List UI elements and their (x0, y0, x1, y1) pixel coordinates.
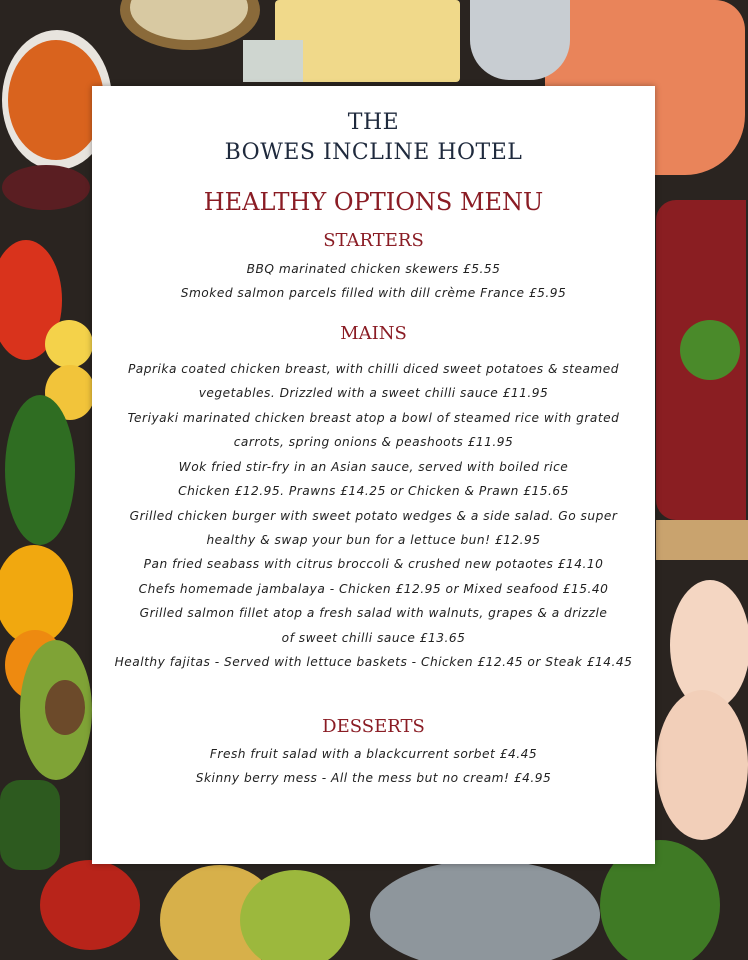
cherry-tomatoes-image (40, 860, 140, 950)
desserts-heading: DESSERTS (322, 716, 425, 737)
main-item-line: carrots, spring onions & peashoots £11.95 (233, 435, 514, 449)
main-item-line: Grilled salmon fillet atop a fresh salad with walnuts, grapes & a drizzle (139, 606, 608, 620)
beans-image (2, 165, 90, 210)
dessert-item: Fresh fruit salad with a blackcurrent sorbet £4.45 (209, 747, 538, 761)
fish-image (370, 860, 600, 960)
hotel-name-line2: BOWES INCLINE HOTEL (224, 140, 523, 165)
cutting-board-image (656, 520, 748, 560)
menu-title: HEALTHY OPTIONS MENU (203, 188, 544, 216)
main-item-line: Healthy fajitas - Served with lettuce baskets - Chicken £12.45 or Steak £14.45 (114, 655, 633, 669)
main-item-line: healthy & swap your bun for a lettuce bun! £12.95 (206, 533, 541, 547)
avocado-half-image (240, 870, 350, 960)
starters-heading: STARTERS (323, 230, 424, 251)
dessert-item: Skinny berry mess - All the mess but no cream! £4.95 (195, 771, 552, 785)
chicken-breast-2-image (656, 690, 748, 840)
main-item-line: Chefs homemade jambalaya - Chicken £12.95 or Mixed seafood £15.40 (138, 582, 609, 596)
broccoli-image (5, 395, 75, 545)
red-lentils-image (8, 40, 104, 160)
starter-item: BBQ marinated chicken skewers £5.55 (246, 262, 501, 276)
avocado-seed-image (45, 680, 85, 735)
menu-card (92, 86, 655, 864)
mains-heading: MAINS (340, 323, 407, 344)
cucumber-image (0, 780, 60, 870)
starter-item: Smoked salmon parcels filled with dill crème France £5.95 (180, 286, 567, 300)
main-item-line: Pan fried seabass with citrus broccoli & crushed new potaotes £14.10 (143, 557, 604, 571)
main-item-line: Paprika coated chicken breast, with chilli diced sweet potatoes & steamed (127, 362, 620, 376)
main-item-line: of sweet chilli sauce £13.65 (281, 631, 466, 645)
blue-cheese-image (243, 40, 303, 82)
main-item-line: Chicken £12.95. Prawns £14.25 or Chicken & Prawn £15.65 (178, 484, 569, 498)
main-item-line: Wok fried stir-fry in an Asian sauce, served with boiled rice (178, 460, 569, 474)
parsley-image (680, 320, 740, 380)
lemon-image (45, 320, 93, 368)
main-item-line: Grilled chicken burger with sweet potato wedges & a side salad. Go super (129, 509, 618, 523)
main-item-line: Teriyaki marinated chicken breast atop a bowl of steamed rice with grated (127, 411, 620, 425)
fish-skin-image (470, 0, 570, 80)
hotel-name-line1: THE (347, 110, 400, 135)
main-item-line: vegetables. Drizzled with a sweet chilli sauce £11.95 (198, 386, 549, 400)
